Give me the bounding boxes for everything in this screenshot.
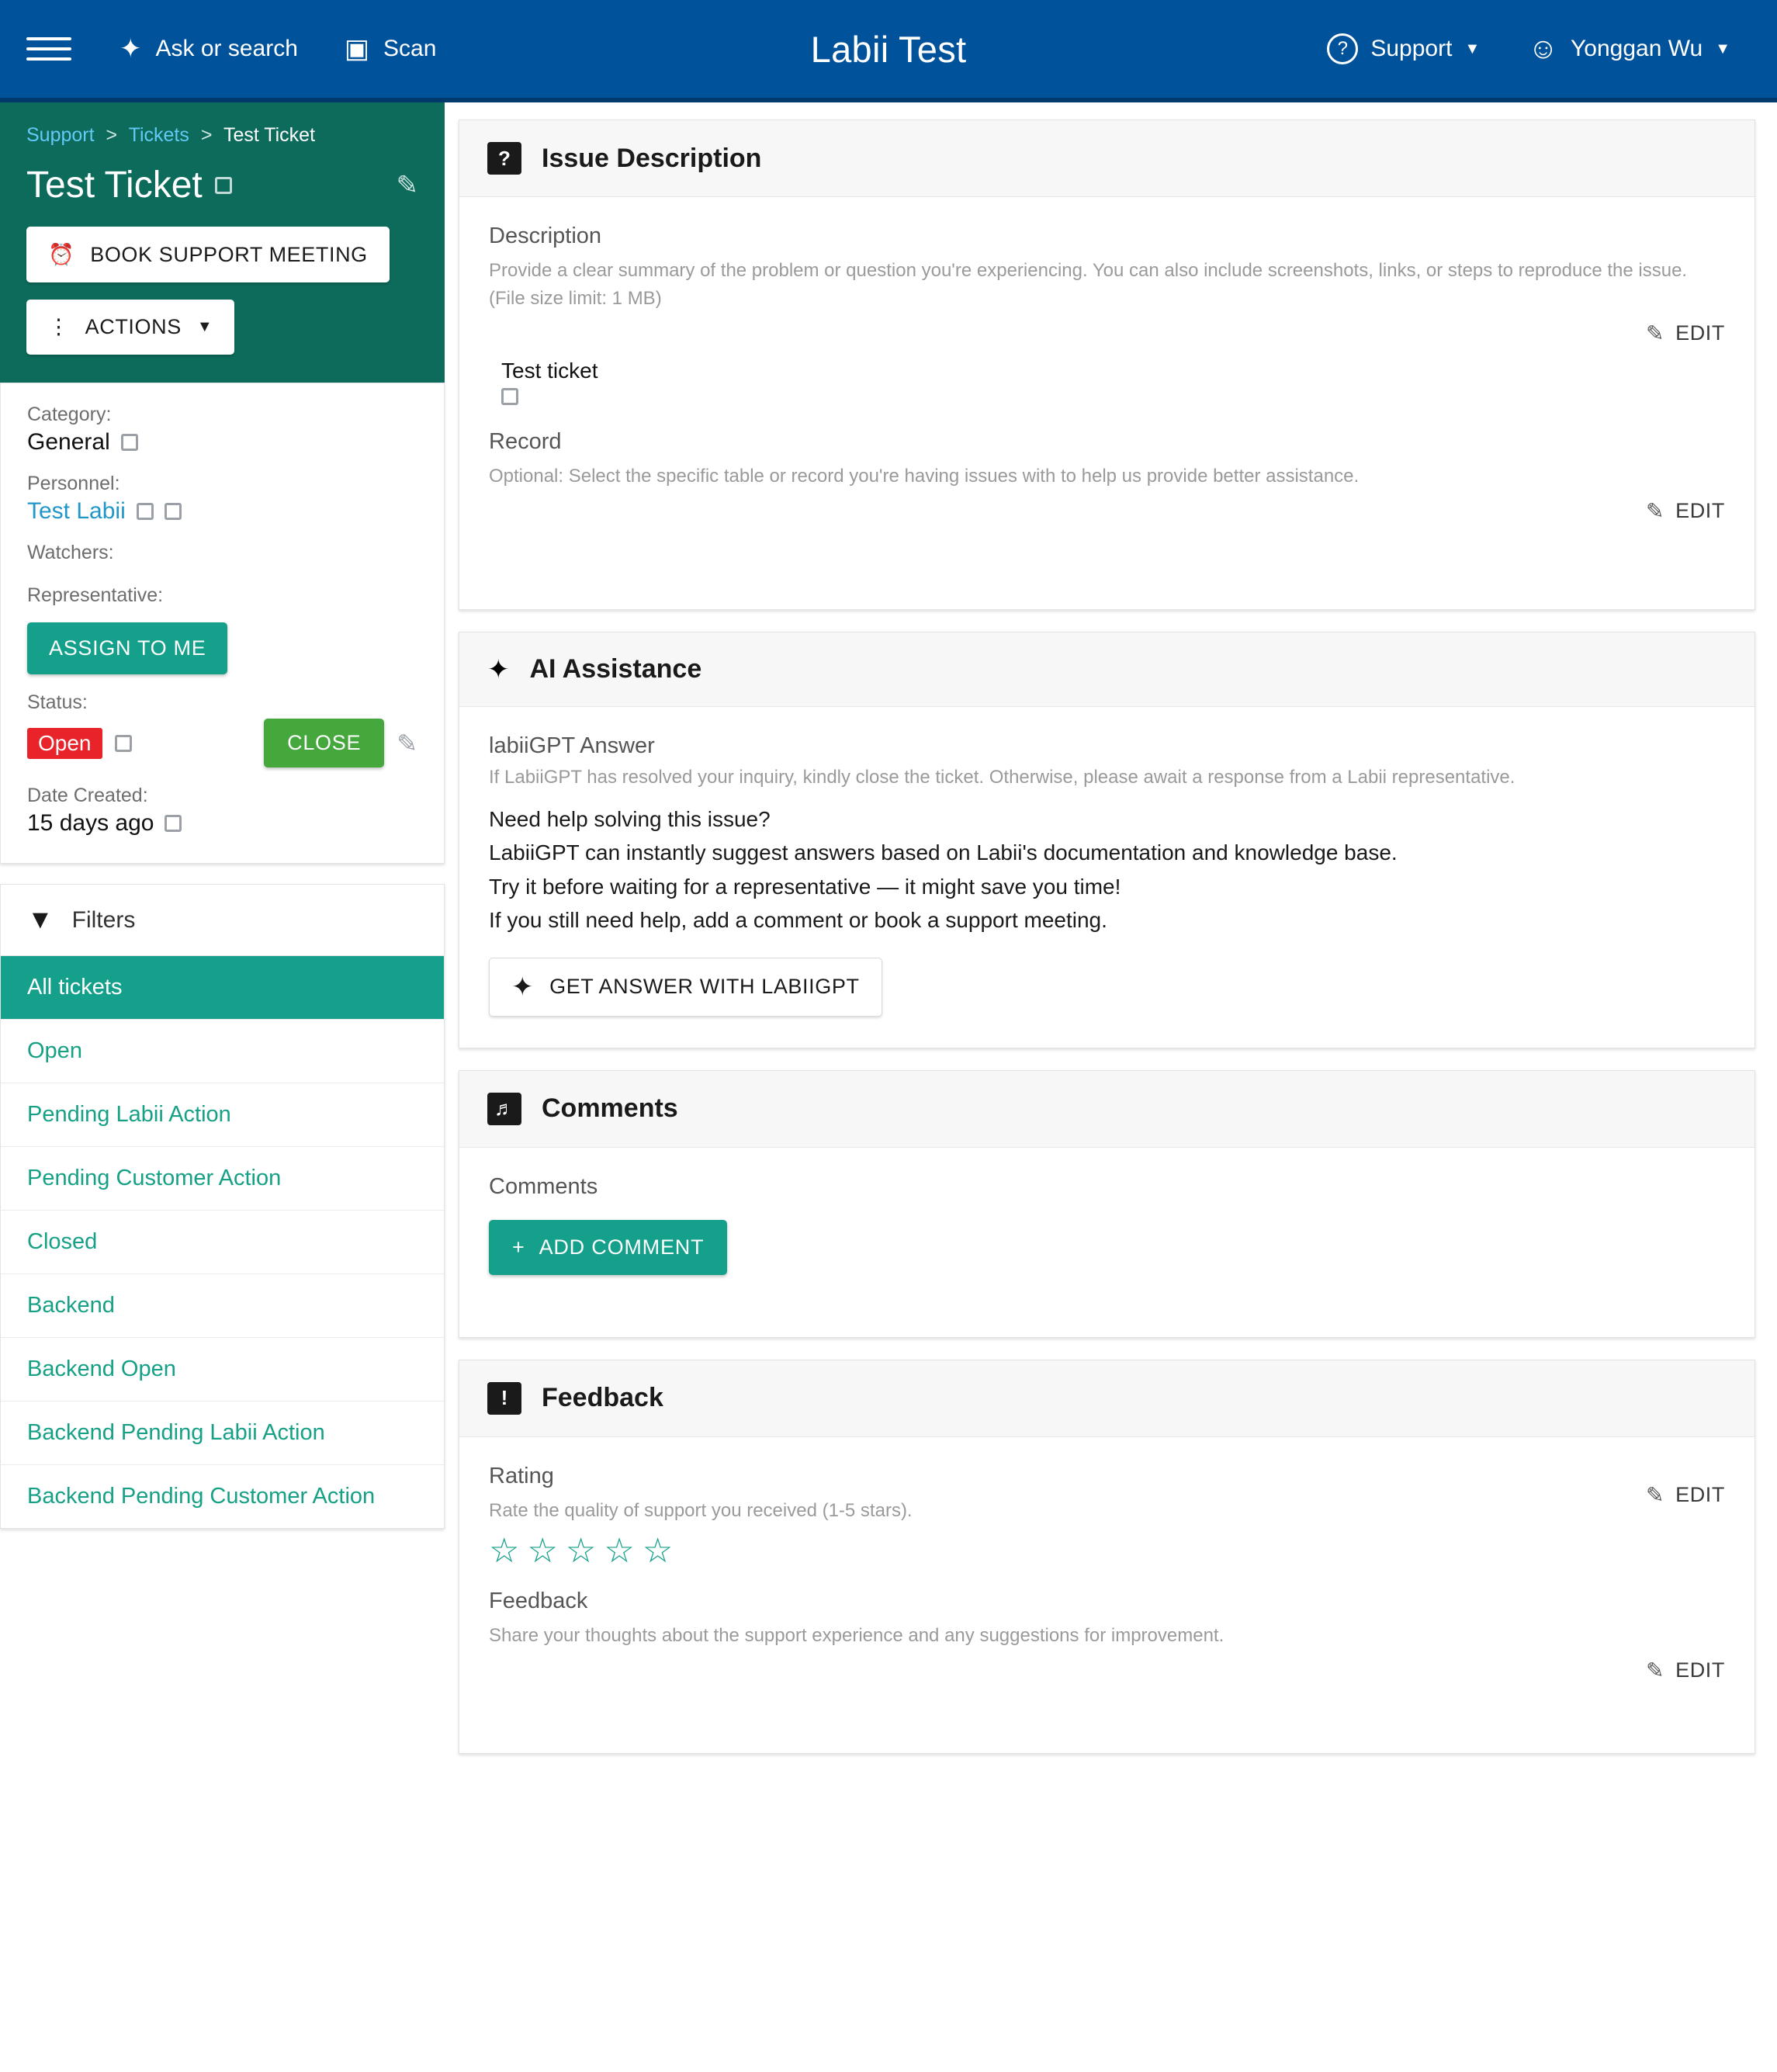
filter-item-backend-pending-customer-action[interactable]	[1, 1465, 444, 1528]
breadcrumb-current: Test Ticket	[223, 124, 316, 146]
status-label: Status:	[27, 691, 88, 713]
book-support-meeting-button[interactable]	[26, 227, 390, 282]
feedback-edit-label: EDIT	[1675, 1658, 1725, 1682]
edit-pencil-icon[interactable]: ✎	[397, 729, 417, 757]
category-label: Category:	[27, 404, 112, 425]
exclamation-icon: !	[487, 1382, 521, 1415]
filter-item-all-tickets[interactable]	[1, 956, 444, 1020]
date-created-value-row	[27, 810, 417, 837]
feedback-section	[459, 1360, 1755, 1754]
breadcrumb	[26, 124, 418, 147]
feedback-field-label: Feedback	[489, 1588, 588, 1613]
star-4-icon[interactable]: ☆	[604, 1531, 635, 1570]
clock-icon: ⏰	[48, 243, 75, 266]
help-circle-icon: ?	[1327, 33, 1358, 64]
personnel-label: Personnel:	[27, 473, 120, 494]
add-comment-label: ADD COMMENT	[539, 1235, 705, 1259]
star-1-icon[interactable]: ☆	[489, 1531, 520, 1570]
issue-description-header	[459, 120, 1754, 197]
star-5-icon[interactable]: ☆	[642, 1531, 674, 1570]
representative-label: Representative:	[27, 584, 164, 606]
filter-label: Backend Pending Labii Action	[27, 1420, 325, 1445]
date-created-value: 15 days ago	[27, 810, 154, 836]
sparkle-icon: ✦	[120, 34, 142, 64]
ai-assistance-title: AI Assistance	[529, 654, 702, 684]
support-label: Support	[1370, 36, 1453, 61]
watchers-label: Watchers:	[27, 542, 114, 563]
copy-icon[interactable]	[165, 503, 182, 520]
ai-assistance-body	[459, 707, 1754, 1048]
ai-line-4: If you still need help, add a comment or book a support meeting.	[489, 908, 1107, 933]
filter-label: Closed	[27, 1229, 98, 1254]
plus-icon: +	[512, 1235, 525, 1259]
watchers-field	[27, 542, 417, 567]
ask-or-search-label: Ask or search	[155, 36, 298, 61]
add-comment-button[interactable]	[489, 1220, 727, 1275]
edit-pencil-icon: ✎	[1646, 1658, 1665, 1682]
filter-label: Backend Open	[27, 1357, 176, 1381]
sparkle-icon: ✦	[511, 972, 535, 1002]
edit-pencil-icon: ✎	[1646, 499, 1665, 523]
filter-label: Open	[27, 1038, 82, 1063]
rating-label: Rating	[489, 1463, 554, 1488]
left-sidebar	[0, 102, 445, 1549]
book-support-meeting-label: BOOK SUPPORT MEETING	[90, 242, 368, 266]
rating-edit-button[interactable]	[1646, 1482, 1725, 1508]
rating-block	[489, 1464, 913, 1568]
issue-description-title: Issue Description	[542, 143, 762, 173]
rating-edit-row	[1646, 1482, 1725, 1508]
filter-item-open[interactable]	[1, 1020, 444, 1083]
app-title: Labii Test	[810, 28, 967, 70]
date-created-field	[27, 785, 417, 837]
ask-or-search-button[interactable]	[120, 36, 298, 62]
vertical-dots-icon: ⋮	[48, 315, 70, 338]
edit-pencil-icon[interactable]: ✎	[396, 170, 418, 200]
scan-button[interactable]	[345, 36, 437, 62]
rating-help: Rate the quality of support you received (1-5 stars).	[489, 1499, 913, 1521]
breadcrumb-separator: >	[200, 124, 213, 146]
category-value-row	[27, 429, 417, 456]
rating-row	[489, 1464, 1725, 1568]
record-edit-row	[489, 498, 1725, 524]
ticket-action-buttons	[26, 227, 418, 355]
edit-pencil-icon: ✎	[1646, 1482, 1665, 1507]
topbar-right-group	[1307, 33, 1751, 66]
status-row	[27, 719, 417, 767]
description-edit-row	[489, 321, 1725, 346]
description-label: Description	[489, 223, 602, 248]
copy-icon[interactable]	[137, 503, 154, 520]
filter-item-backend-open[interactable]	[1, 1338, 444, 1402]
feedback-help: Share your thoughts about the support experience and any suggestions for improvement.	[489, 1624, 1225, 1646]
feedback-edit-button[interactable]	[1646, 1658, 1725, 1683]
description-edit-button[interactable]	[1646, 321, 1725, 346]
chevron-down-icon: ▼	[1715, 40, 1730, 57]
comment-bubble-icon: ♬	[487, 1093, 521, 1125]
assign-to-me-label: ASSIGN TO ME	[49, 636, 206, 660]
description-help: Provide a clear summary of the problem or question you're experiencing. You can also include screenshots, links, or steps to reproduce the issue. (File size limit: 1 MB)	[489, 260, 1688, 309]
copy-icon[interactable]	[165, 815, 182, 832]
ai-assistance-header	[459, 632, 1754, 707]
user-menu[interactable]	[1508, 33, 1751, 66]
personnel-value-row	[27, 498, 417, 525]
chevron-down-icon: ▼	[196, 318, 213, 335]
record-edit-label: EDIT	[1675, 499, 1725, 522]
labiigpt-answer-note: If LabiiGPT has resolved your inquiry, kindly close the ticket. Otherwise, please await a response from a Labii representative.	[489, 767, 1515, 788]
filter-item-pending-labii-action[interactable]	[1, 1083, 444, 1147]
breadcrumb-tickets-link[interactable]: Tickets	[128, 124, 189, 146]
star-2-icon[interactable]: ☆	[527, 1531, 558, 1570]
filter-item-backend-pending-labii-action[interactable]	[1, 1402, 444, 1465]
user-name-label: Yonggan Wu	[1571, 36, 1703, 61]
description-copy-row	[489, 388, 1725, 429]
copy-icon[interactable]	[215, 177, 232, 194]
issue-description-section	[459, 120, 1755, 610]
copy-icon[interactable]	[121, 434, 138, 451]
filter-item-pending-customer-action[interactable]	[1, 1147, 444, 1211]
actions-button[interactable]	[26, 300, 234, 355]
user-avatar-icon: ☺	[1528, 32, 1559, 65]
page-container	[0, 102, 1777, 1776]
date-created-label: Date Created:	[27, 785, 148, 806]
labiigpt-answer-label: labiiGPT Answer	[489, 733, 655, 758]
close-ticket-label: CLOSE	[287, 731, 362, 754]
edit-pencil-icon: ✎	[1646, 321, 1665, 345]
representative-field	[27, 584, 417, 674]
category-field	[27, 404, 417, 456]
comments-title: Comments	[542, 1093, 678, 1124]
record-edit-button[interactable]	[1646, 498, 1725, 524]
get-answer-with-labiigpt-button[interactable]	[489, 958, 882, 1017]
actions-label: ACTIONS	[85, 315, 182, 338]
chevron-down-icon: ▼	[1464, 40, 1481, 57]
page-title: Test Ticket	[26, 165, 203, 206]
description-edit-label: EDIT	[1675, 321, 1725, 345]
qr-scan-icon: ▣	[344, 34, 370, 64]
breadcrumb-separator: >	[106, 124, 118, 146]
description-value: Test ticket	[501, 359, 598, 383]
record-label: Record	[489, 429, 562, 454]
ticket-title-row	[26, 164, 418, 206]
personnel-field	[27, 473, 417, 525]
ai-line-2: LabiiGPT can instantly suggest answers based on Labii's documentation and knowledge base.	[489, 840, 1398, 865]
ticket-header-card	[0, 102, 445, 383]
filter-item-closed[interactable]	[1, 1211, 444, 1274]
filters-card	[0, 884, 445, 1529]
filter-label: All tickets	[27, 975, 123, 1000]
question-mark-icon: ?	[487, 142, 521, 175]
feedback-title: Feedback	[542, 1383, 663, 1413]
star-3-icon[interactable]: ☆	[565, 1531, 597, 1570]
filter-label: Backend	[27, 1293, 115, 1318]
copy-icon[interactable]	[501, 388, 518, 405]
comments-section	[459, 1070, 1755, 1338]
comments-field-label: Comments	[489, 1173, 598, 1199]
assign-to-me-button[interactable]	[27, 622, 227, 674]
filter-label: Pending Customer Action	[27, 1166, 282, 1190]
status-badge: Open	[27, 728, 102, 759]
personnel-value-link[interactable]: Test Labii	[27, 498, 126, 524]
issue-description-body	[459, 197, 1754, 609]
main-content	[445, 102, 1777, 1776]
feedback-edit-row	[489, 1658, 1725, 1683]
comments-header	[459, 1071, 1754, 1148]
filters-title: Filters	[71, 906, 136, 933]
ticket-meta-card	[0, 383, 445, 864]
support-menu[interactable]	[1307, 33, 1500, 64]
ai-assistance-section	[459, 632, 1755, 1048]
breadcrumb-support-link[interactable]: Support	[26, 124, 95, 146]
feedback-header	[459, 1360, 1754, 1437]
hamburger-menu-icon[interactable]	[26, 26, 71, 71]
comments-body	[459, 1148, 1754, 1337]
sparkle-icon: ✦	[487, 654, 510, 684]
filter-item-backend[interactable]	[1, 1274, 444, 1338]
category-value: General	[27, 429, 110, 455]
status-field	[27, 691, 417, 767]
scan-label: Scan	[383, 36, 437, 61]
get-answer-label: GET ANSWER WITH LABIIGPT	[549, 975, 860, 999]
record-help: Optional: Select the specific table or record you're having issues with to help us provide better assistance.	[489, 466, 1360, 487]
feedback-body	[459, 1437, 1754, 1753]
top-navigation-bar	[0, 0, 1777, 98]
rating-stars[interactable]	[489, 1531, 913, 1570]
filter-label: Backend Pending Customer Action	[27, 1484, 376, 1509]
rating-edit-label: EDIT	[1675, 1482, 1725, 1506]
ai-line-1: Need help solving this issue?	[489, 807, 771, 831]
copy-icon[interactable]	[115, 735, 132, 752]
filter-funnel-icon: ▼	[27, 905, 54, 934]
close-ticket-button[interactable]	[264, 719, 384, 767]
filter-label: Pending Labii Action	[27, 1102, 231, 1127]
filters-header	[1, 885, 444, 956]
ai-line-3: Try it before waiting for a representative — it might save you time!	[489, 874, 1121, 899]
